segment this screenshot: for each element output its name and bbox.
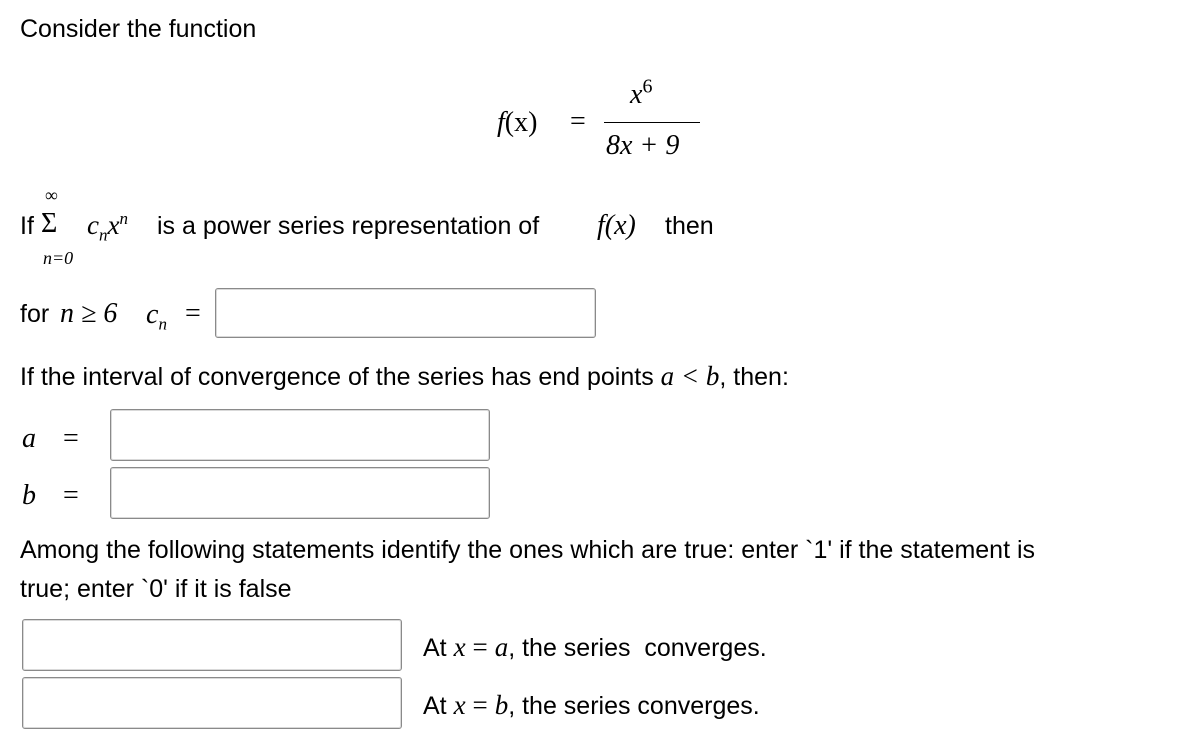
intro-text: Consider the function [20, 15, 257, 43]
endpoint-a-input[interactable] [110, 409, 490, 461]
term-coefficient-subscript: n [98, 225, 108, 245]
statement-2-suffix: , the series converges. [508, 692, 760, 720]
statement-1-equals: = [472, 632, 488, 662]
statement-1-point: a [494, 632, 509, 662]
statement-1-var: x [453, 632, 466, 662]
function-argument: (x) [504, 107, 538, 138]
if-word: If [20, 212, 34, 240]
sum-lower-limit: n=0 [43, 248, 74, 268]
statement-2-equals: = [472, 690, 488, 720]
series-middle-text: is a power series representation of [157, 212, 540, 240]
term-coefficient: c [87, 210, 99, 240]
for-word: for [20, 300, 50, 328]
endpoint-a-symbol: a [22, 423, 36, 454]
statement-1-prefix: At [423, 634, 447, 662]
statement-1-suffix: , the series converges. [508, 634, 767, 662]
statement-1-input[interactable] [22, 619, 402, 671]
fraction-bar [604, 122, 700, 123]
coefficient-equals: = [185, 298, 201, 329]
statement-2-prefix: At [423, 692, 447, 720]
term-variable: x [107, 210, 120, 240]
endpoint-a-equals: = [63, 423, 79, 454]
coefficient-subscript: n [158, 314, 167, 334]
sum-symbol: Σ [41, 208, 58, 239]
interval-sentence [20, 361, 789, 392]
interval-text-after: , then: [719, 363, 789, 391]
function-denominator: 8x + 9 [606, 130, 680, 161]
series-term [87, 209, 128, 245]
statement-2-input[interactable] [22, 677, 402, 729]
coefficient-c: c [146, 299, 159, 330]
series-function-expression: f(x) [597, 210, 636, 241]
instructions [20, 531, 1035, 609]
n-condition: n ≥ 6 [60, 298, 118, 329]
coefficient-input[interactable] [215, 288, 596, 338]
interval-text-before: If the interval of convergence of the series has end points [20, 363, 654, 391]
statement-1-text [423, 632, 767, 663]
function-lhs [497, 106, 537, 139]
numerator-base: x [630, 79, 643, 110]
instructions-line-1: Among the following statements identify the ones which are true: enter `1' if the statement is [20, 536, 1036, 564]
term-exponent: n [119, 209, 128, 228]
endpoint-b-input[interactable] [110, 467, 490, 519]
numerator-exponent: 6 [642, 75, 653, 98]
function-equals: = [570, 106, 586, 137]
instructions-line-2: true; enter `0' if it is false [20, 575, 292, 603]
statement-2-var: x [453, 690, 466, 720]
function-numerator [630, 75, 653, 111]
endpoint-b-equals: = [63, 480, 79, 511]
coefficient-symbol [146, 298, 167, 334]
then-word: then [665, 212, 714, 240]
sum-upper-limit: ∞ [45, 185, 58, 205]
endpoint-b-symbol: b [22, 480, 36, 511]
statement-2-point: b [494, 690, 509, 720]
interval-inequality: a < b [660, 361, 720, 391]
statement-2-text [423, 690, 760, 721]
function-name: f [497, 107, 505, 138]
